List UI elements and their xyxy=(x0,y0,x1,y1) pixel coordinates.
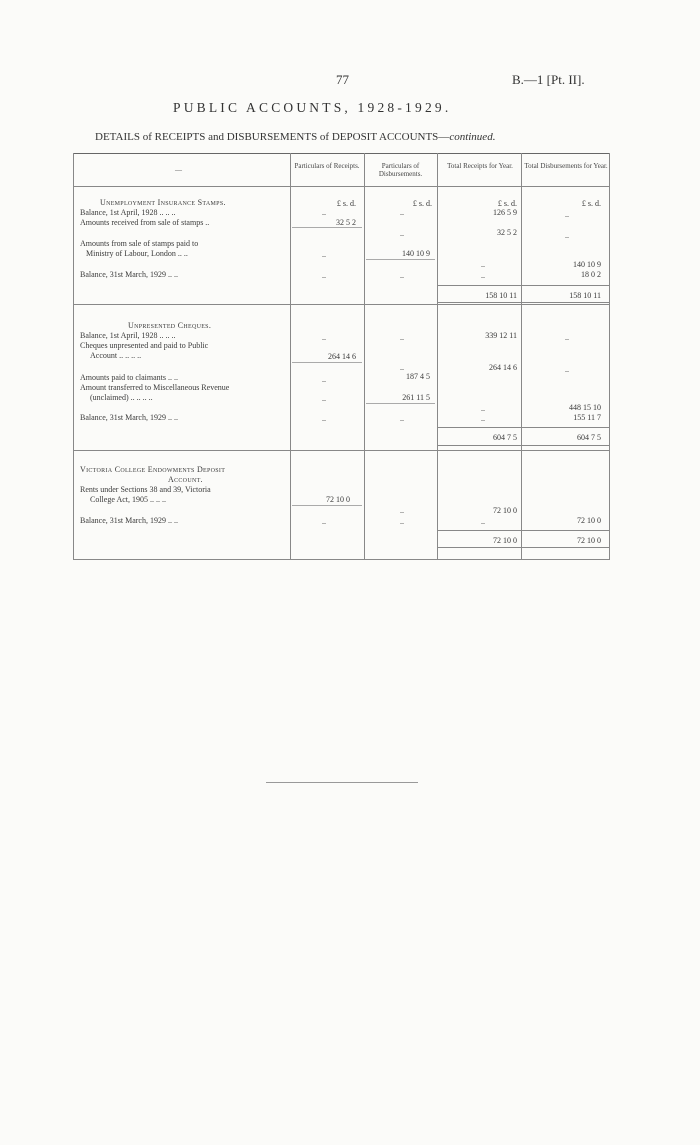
section-heading-line2: Account. xyxy=(168,475,203,484)
header-total-disbursements: Total Disbursements for Year. xyxy=(524,162,608,170)
amount-receipt: 264 14 6 xyxy=(328,352,356,361)
dots: .. xyxy=(481,517,485,526)
row-label: Balance, 1st April, 1928 .. .. .. xyxy=(80,331,176,340)
dots: .. xyxy=(400,208,404,217)
dots: .. xyxy=(322,414,326,423)
section-heading-line1: Victoria College Endowments Deposit xyxy=(80,465,226,474)
amount-total-receipt: 32 5 2 xyxy=(497,228,517,237)
header-blank: — xyxy=(175,166,182,174)
total-receipts-sum: 72 10 0 xyxy=(493,536,517,545)
document-reference: B.—1 [Pt. II]. xyxy=(512,72,585,87)
amount-total-disbursement: 140 10 9 xyxy=(573,260,601,269)
dots: .. xyxy=(400,229,404,238)
dots: .. xyxy=(400,271,404,280)
dots: .. xyxy=(322,250,326,259)
row-label: College Act, 1905 .. .. .. xyxy=(90,495,166,504)
amount-total-receipt: 339 12 11 xyxy=(485,331,517,340)
header-total-receipts: Total Receipts for Year. xyxy=(447,162,513,170)
dots: .. xyxy=(322,208,326,217)
units-total-disbursements: £ s. d. xyxy=(581,199,601,208)
amount-disbursement: 261 11 5 xyxy=(402,393,430,402)
dots: .. xyxy=(400,506,404,515)
amount-total-disbursement: 448 15 10 xyxy=(569,403,601,412)
section-heading: Unpresented Cheques. xyxy=(128,321,212,330)
units-receipts: £ s. d. xyxy=(336,199,356,208)
dots: .. xyxy=(481,404,485,413)
page-subtitle xyxy=(95,131,495,143)
header-particulars-disbursements: Particulars of Disbursements. xyxy=(378,162,423,178)
amount-disbursement: 187 4 5 xyxy=(406,372,430,381)
dots: .. xyxy=(565,333,569,342)
dots: .. xyxy=(565,210,569,219)
page-title: PUBLIC ACCOUNTS, 1928-1929. xyxy=(173,100,452,115)
row-label: Rents under Sections 38 and 39, Victoria xyxy=(80,485,211,494)
subtitle-main: DETAILS of RECEIPTS and DISBURSEMENTS of DEPOSIT ACCOUNTS— xyxy=(95,131,450,143)
dots: .. xyxy=(565,231,569,240)
total-disbursements-sum: 158 10 11 xyxy=(569,291,601,300)
subtitle-continued: continued. xyxy=(449,131,496,143)
header-particulars-receipts: Particulars of Receipts. xyxy=(294,162,360,170)
amount-disbursement: 140 10 9 xyxy=(402,249,430,258)
dots: .. xyxy=(322,394,326,403)
units-disbursements: £ s. d. xyxy=(412,199,432,208)
row-label: Balance, 1st April, 1928 .. .. .. xyxy=(80,208,176,217)
amount-total-disbursement: 72 10 0 xyxy=(577,516,601,525)
row-label: (unclaimed) .. .. .. .. xyxy=(90,393,153,402)
amount-total-disbursement: 155 11 7 xyxy=(573,413,601,422)
dots: .. xyxy=(322,375,326,384)
dots: .. xyxy=(322,517,326,526)
section-heading: Unemployment Insurance Stamps. xyxy=(100,198,226,207)
dots: .. xyxy=(481,414,485,423)
row-label: Balance, 31st March, 1929 .. .. xyxy=(80,413,178,422)
row-label: Ministry of Labour, London .. .. xyxy=(86,249,188,258)
dots: .. xyxy=(400,517,404,526)
row-label: Account .. .. .. .. xyxy=(90,351,142,360)
amount-total-disbursement: 18 0 2 xyxy=(581,270,601,279)
amount-total-receipt: 264 14 6 xyxy=(489,363,517,372)
dots: .. xyxy=(565,365,569,374)
dots: .. xyxy=(400,333,404,342)
page-number: 77 xyxy=(336,72,349,87)
amount-total-receipt: 126 5 9 xyxy=(493,208,517,217)
dots: .. xyxy=(322,333,326,342)
units-total-receipts: £ s. d. xyxy=(497,199,517,208)
dots: .. xyxy=(322,271,326,280)
total-disbursements-sum: 72 10 0 xyxy=(577,536,601,545)
amount-receipt: 32 5 2 xyxy=(336,218,356,227)
dots: .. xyxy=(481,271,485,280)
dots: .. xyxy=(400,363,404,372)
row-label: Amounts received from sale of stamps .. xyxy=(80,218,210,227)
total-receipts-sum: 604 7 5 xyxy=(493,433,517,442)
row-label: Cheques unpresented and paid to Public xyxy=(80,341,209,350)
total-disbursements-sum: 604 7 5 xyxy=(577,433,601,442)
dots: .. xyxy=(481,260,485,269)
row-label: Balance, 31st March, 1929 .. .. xyxy=(80,270,178,279)
amount-receipt: 72 10 0 xyxy=(326,495,350,504)
dots: .. xyxy=(400,414,404,423)
row-label: Amounts from sale of stamps paid to xyxy=(80,239,199,248)
footer-rule xyxy=(266,782,418,783)
row-label: Amount transferred to Miscellaneous Revenue xyxy=(80,383,230,392)
row-label: Amounts paid to claimants .. .. xyxy=(80,373,178,382)
total-receipts-sum: 158 10 11 xyxy=(485,291,517,300)
row-label: Balance, 31st March, 1929 .. .. xyxy=(80,516,178,525)
amount-total-receipt: 72 10 0 xyxy=(493,506,517,515)
